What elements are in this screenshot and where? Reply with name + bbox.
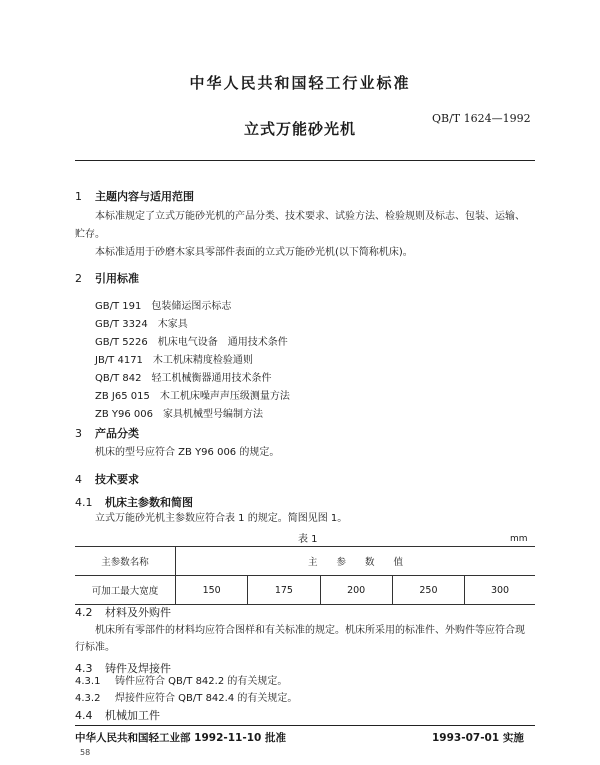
parameter-table [75,546,535,605]
page-number: 58 [80,748,91,757]
table-caption: 表 1 [298,534,318,545]
table-unit: mm [510,534,528,544]
reference-item: ZB J65 015 木工机床噪声声压级测量方法 [95,391,290,402]
section-4-3-1: 4.3.1 铸件应符合 QB/T 842.2 的有关规定。 [75,676,288,687]
section-1-paragraph-2: 本标准适用于砂磨木家具零部件表面的立式万能砂光机(以下简称机床)。 [95,247,413,258]
table-row [75,576,535,605]
implementation-date: 1993-07-01 实施 [432,732,524,744]
section-4-2-paragraph-b: 行标准。 [75,642,115,653]
reference-item: QB/T 842 轻工机械衡器通用技术条件 [95,373,272,384]
document-header: 中华人民共和国轻工行业标准 [189,74,411,92]
section-4-2-heading: 4.2 材料及外购件 [75,606,171,619]
approval-line: 中华人民共和国轻工业部 1992-11-10 批准 [75,732,286,744]
table-cell: 150 [176,576,248,605]
section-4-3-2: 4.3.2 焊接件应符合 QB/T 842.4 的有关规定。 [75,693,298,704]
section-4-heading: 4 技术要求 [75,473,139,486]
table-cell: 300 [465,576,535,605]
section-4-1-heading: 4.1 机床主参数和简图 [75,496,193,509]
reference-item: GB/T 191 包装储运图示标志 [95,301,232,312]
reference-item: GB/T 5226 机床电气设备 通用技术条件 [95,337,288,348]
document-title: 立式万能砂光机 [243,120,356,138]
reference-item: GB/T 3324 木家具 [95,319,188,330]
standard-number: QB/T 1624—1992 [432,112,531,125]
reference-item: ZB Y96 006 家具机械型号编制方法 [95,409,263,420]
section-4-1-paragraph: 立式万能砂光机主参数应符合表 1 的规定。简图见图 1。 [95,513,348,524]
header-rule [75,160,535,161]
table-cell: 175 [248,576,320,605]
table-header-row [75,547,535,576]
section-2-heading: 2 引用标准 [75,272,139,285]
section-1-heading: 1 主题内容与适用范围 [75,190,194,203]
reference-item: JB/T 4171 木工机床精度检验通则 [95,355,253,366]
section-4-4-heading: 4.4 机械加工件 [75,709,160,722]
section-1-paragraph-1b: 贮存。 [75,229,105,240]
table-row-label: 可加工最大宽度 [75,576,176,605]
section-3-heading: 3 产品分类 [75,427,139,440]
section-4-3-heading: 4.3 铸件及焊接件 [75,662,171,675]
table-header-label: 主参数名称 [75,547,176,576]
section-4-2-paragraph-a: 机床所有零部件的材料均应符合图样和有关标准的规定。机床所采用的标准件、外购件等应符合现 [95,625,525,636]
table-cell: 250 [392,576,464,605]
table-header-value: 主 参 数 值 [176,547,536,576]
footer-rule [75,725,535,726]
table-cell: 200 [320,576,392,605]
section-3-paragraph: 机床的型号应符合 ZB Y96 006 的规定。 [95,447,280,458]
section-1-paragraph-1a: 本标准规定了立式万能砂光机的产品分类、技术要求、试验方法、检验规则及标志、包装、运输、 [95,211,525,222]
